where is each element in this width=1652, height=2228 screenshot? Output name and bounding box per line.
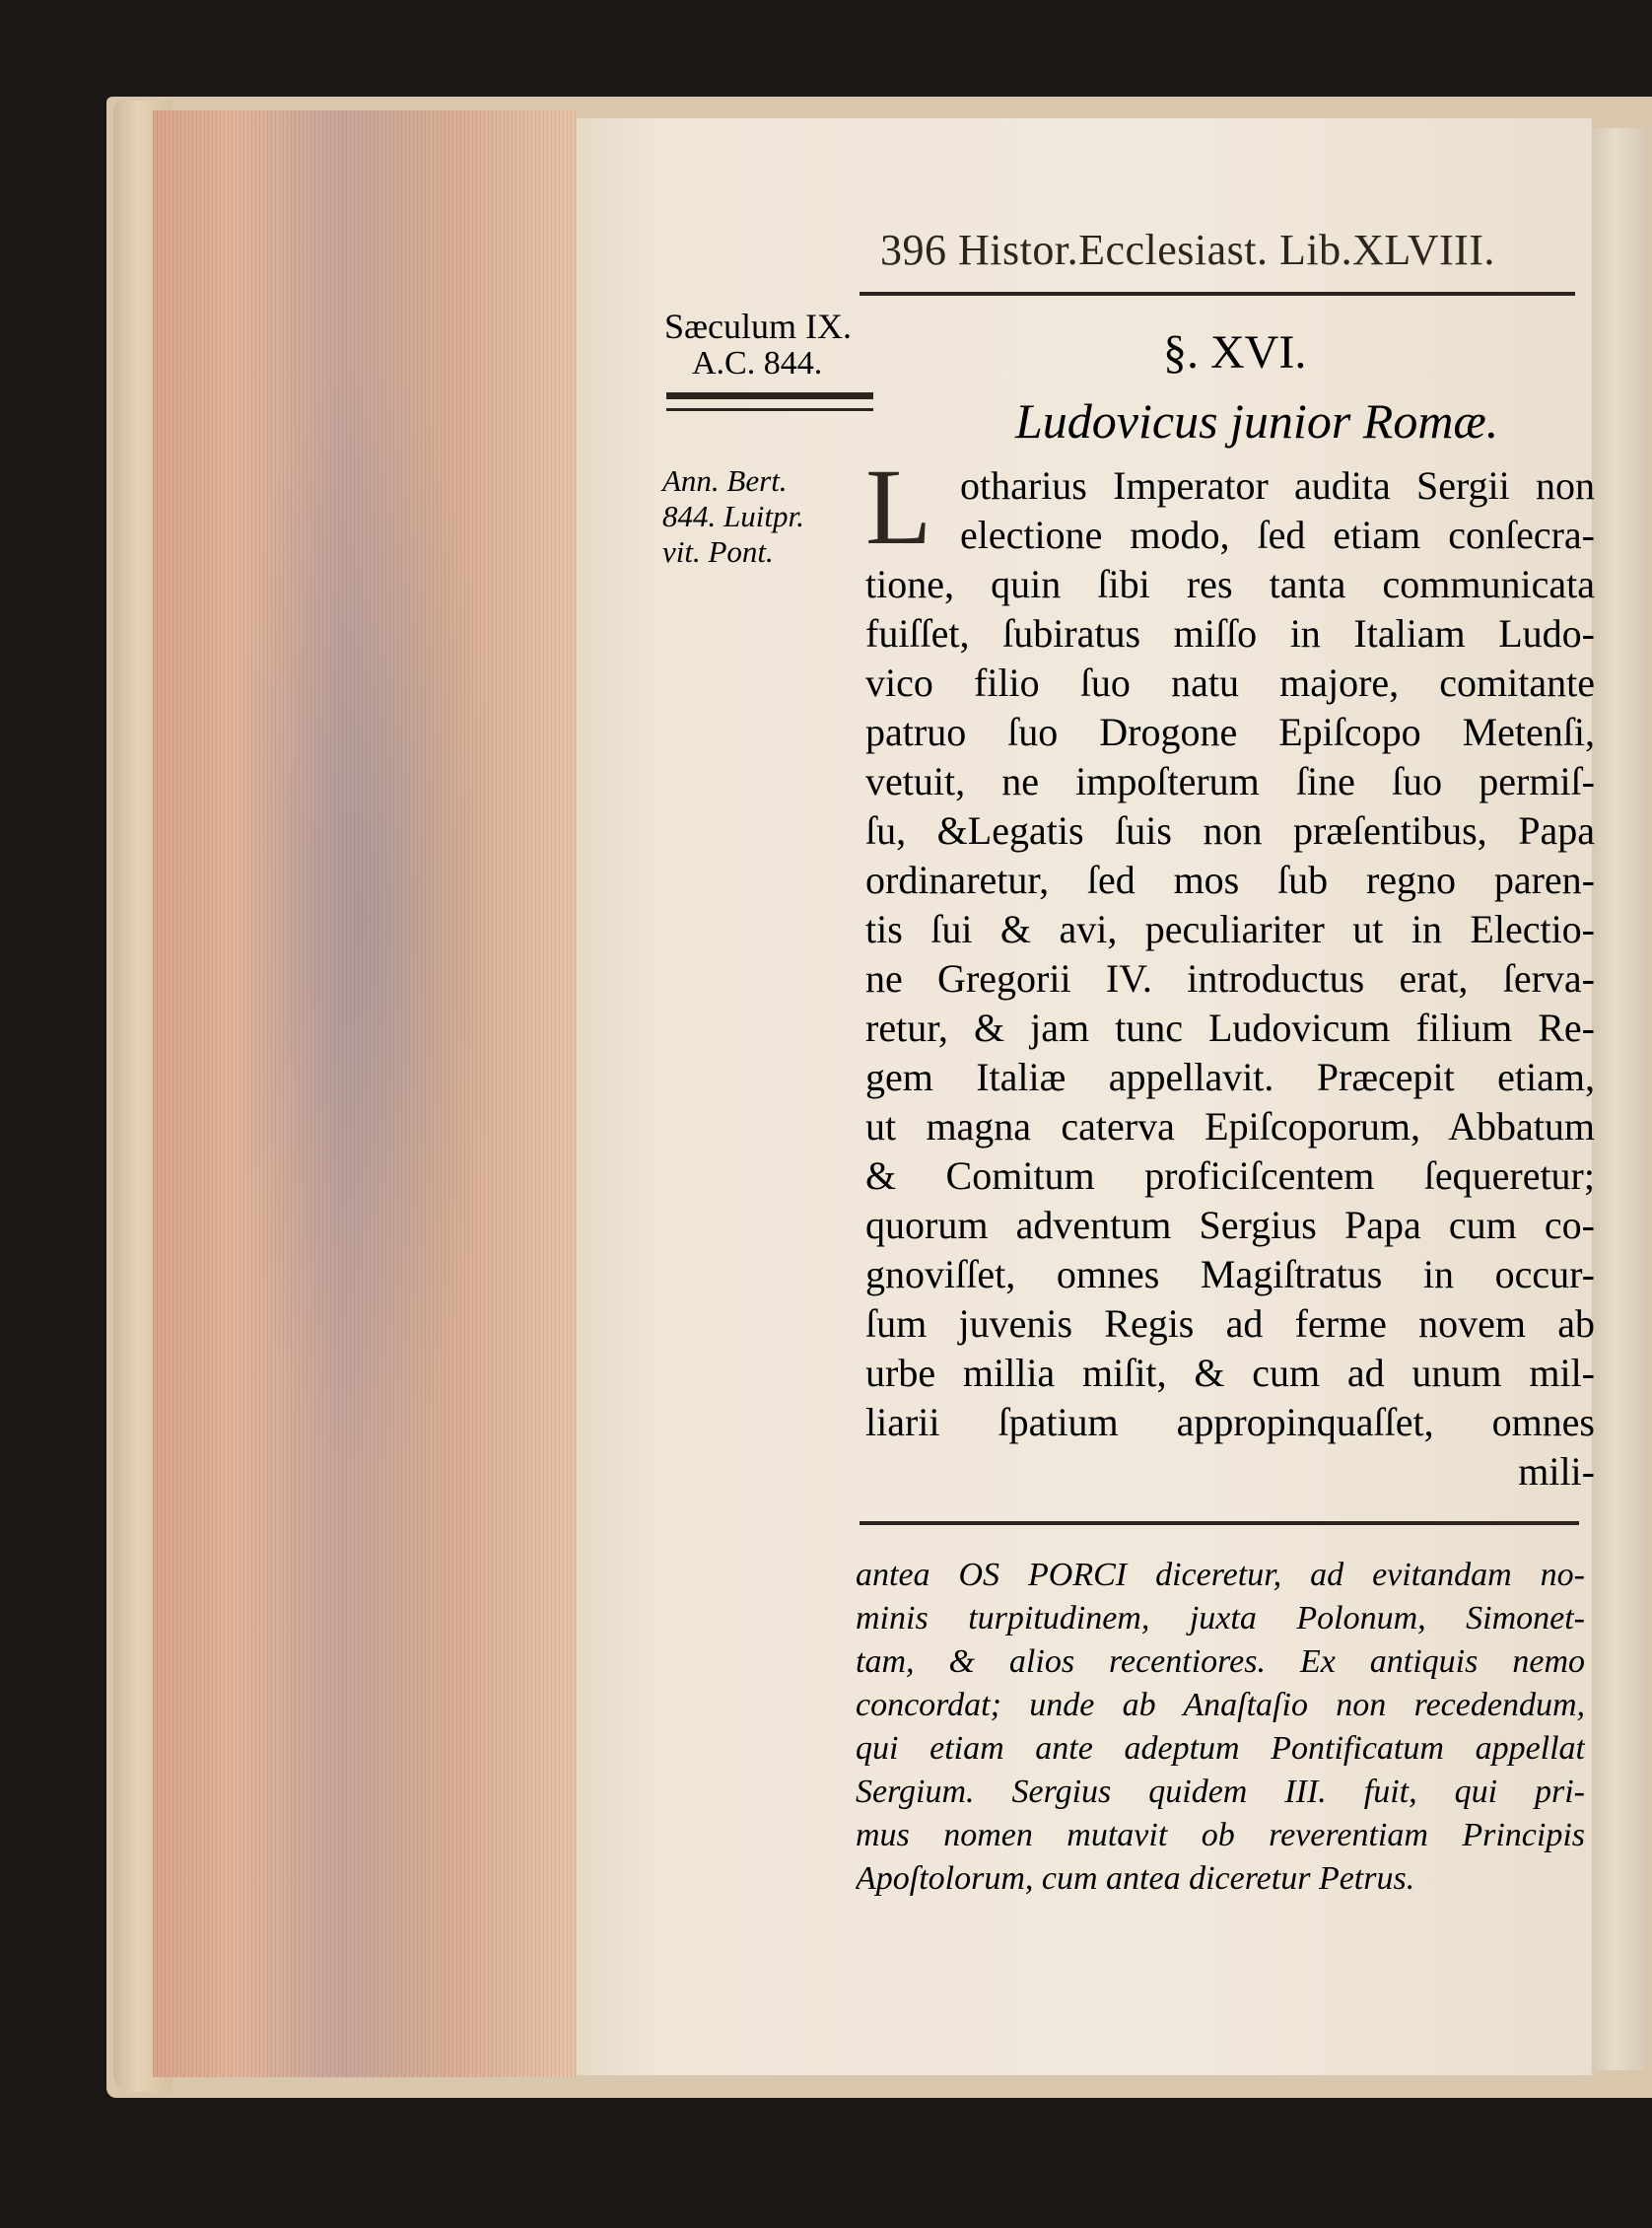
body-line: patruo ſuo Drogone Epiſcopo Metenſi, [865, 710, 1595, 754]
body-line: & Comitum proficiſcentem ſequeretur; [865, 1153, 1595, 1198]
body-line: retur, & jam tunc Ludovicum filium Re- [865, 1006, 1595, 1050]
section-number: §. XVI. [1163, 326, 1307, 379]
body-line: vetuit, ne impoſterum ſine ſuo permiſ- [865, 759, 1595, 803]
margin-anno: A.C. 844. [692, 345, 823, 382]
body-line: electione modo, ſed etiam conſecra- [960, 513, 1595, 557]
body-line: quorum adventum Sergius Papa cum co- [865, 1203, 1595, 1247]
footnote-line: qui etiam ante adeptum Pontificatum appellat [856, 1730, 1585, 1767]
body-line: ordinaretur, ſed mos ſub regno paren- [865, 858, 1595, 902]
body-line: otharius Imperator audita Sergii non [960, 463, 1595, 508]
footnote-line: tam, & alios recentiores. Ex antiquis nemo [856, 1643, 1585, 1680]
margin-saeculum: Sæculum IX. [664, 307, 853, 346]
margin-sources: Ann. Bert. 844. Luitpr. vit. Pont. [662, 463, 804, 569]
footnote-line: Sergium. Sergius quidem III. fuit, qui pri- [856, 1774, 1585, 1810]
margin-rule-thin [666, 408, 873, 411]
body-line: tis ſui & avi, peculiariter ut in Electio- [865, 907, 1595, 951]
page-block-stain [237, 375, 493, 1459]
footnote-line: minis turpitudinem, juxta Polonum, Simonet- [856, 1600, 1585, 1636]
body-line: ne Gregorii IV. introductus erat, ſerva- [865, 956, 1595, 1001]
footnote [856, 1554, 1585, 1901]
body-line: ſum juvenis Regis ad ferme novem ab [865, 1301, 1595, 1346]
body-text [865, 447, 1595, 1497]
body-line: gem Italiæ appellavit. Præcepit etiam, [865, 1055, 1595, 1099]
body-line: ut magna caterva Epiſcoporum, Abbatum [865, 1104, 1595, 1149]
body-line-catchword: mili- [1518, 1449, 1595, 1494]
footnote-line: concordat; unde ab Anaſtaſio non recedendum, [856, 1687, 1585, 1723]
footnote-rule [860, 1521, 1579, 1525]
running-head: 396 Histor.Ecclesiast. Lib.XLVIII. [880, 226, 1495, 274]
margin-rule-thick [666, 392, 873, 399]
drop-cap: L [865, 447, 932, 567]
section-title: Ludovicus junior Romæ. [1015, 393, 1499, 449]
footnote-line: antea OS PORCI diceretur, ad evitandam no- [856, 1557, 1585, 1593]
body-line: vico filio ſuo natu majore, comitante [865, 661, 1595, 705]
body-line: urbe millia miſit, & cum ad unum mil- [865, 1351, 1595, 1395]
body-line: ſu, &Legatis ſuis non præſentibus, Papa [865, 808, 1595, 853]
footnote-line: Apoſtolorum, cum antea diceretur Petrus. [856, 1860, 1415, 1897]
header-rule [860, 292, 1575, 296]
body-line: tione, quin ſibi res tanta communicata [865, 562, 1595, 606]
footnote-line: mus nomen mutavit ob reverentiam Principis [856, 1817, 1585, 1853]
body-line: fuiſſet, ſubiratus miſſo in Italiam Ludo- [865, 611, 1595, 656]
body-line: liarii ſpatium appropinquaſſet, omnes [865, 1400, 1595, 1444]
body-line: gnoviſſet, omnes Magiſtratus in occur- [865, 1252, 1595, 1296]
